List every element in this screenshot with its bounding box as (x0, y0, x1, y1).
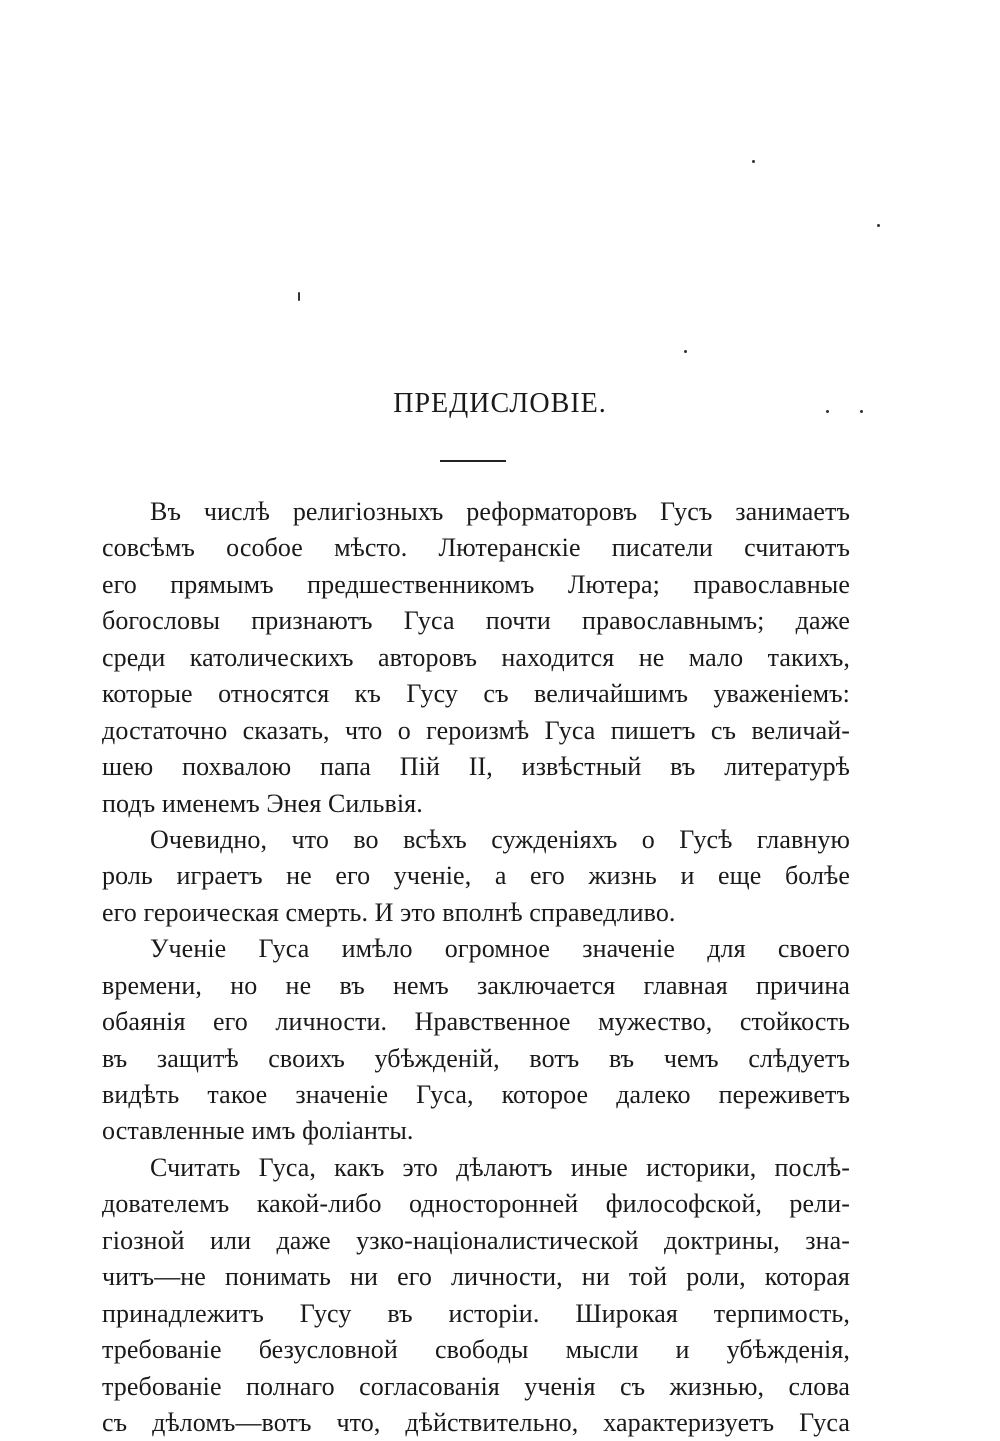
text-line: совсѣмъ особое мѣсто. Лютеранскіе писатели считаютъ (102, 533, 850, 563)
print-speck (298, 292, 300, 301)
print-speck (684, 350, 687, 353)
text-line: Считать Гуса, какъ это дѣлаютъ иные историки, послѣ- (150, 1152, 850, 1182)
text-line: его героическая смерть. И это вполнѣ справедливо. (102, 897, 676, 927)
body-text (102, 494, 850, 1441)
text-line: времени, но не въ немъ заключается главная причина (102, 970, 850, 1000)
text-line: требованіе полнаго согласованія ученія съ жизнью, слова (102, 1371, 850, 1401)
print-speck (877, 224, 880, 227)
text-line: роль играетъ не его ученіе, а его жизнь и еще болѣе (102, 861, 850, 891)
text-line: шею похвалою папа Пій II, извѣстный въ литературѣ (102, 752, 850, 782)
text-line: Ученіе Гуса имѣло огромное значеніе для своего (150, 934, 850, 964)
page-title: ПРЕДИСЛОВІЕ. (393, 388, 607, 419)
text-line: подъ именемъ Энея Сильвія. (102, 788, 423, 818)
text-line: дователемъ какой-либо односторонней философской, рели- (102, 1189, 850, 1219)
text-line: съ дѣломъ—вотъ что, дѣйствительно, характеризуетъ Гуса (102, 1407, 850, 1437)
text-line: читъ—не понимать ни его личности, ни той роли, которая (102, 1262, 850, 1292)
text-line: среди католическихъ авторовъ находится не мало такихъ, (102, 642, 850, 672)
text-line: Очевидно, что во всѣхъ сужденіяхъ о Гусѣ главную (150, 824, 850, 854)
text-line: принадлежитъ Гусу въ исторіи. Широкая терпимость, (102, 1298, 850, 1328)
title-divider (440, 460, 506, 462)
text-line: гіозной или даже узко-націоналистической доктрины, зна- (102, 1225, 850, 1255)
text-line: богословы признаютъ Гуса почти православнымъ; даже (102, 606, 850, 636)
text-line: достаточно сказать, что о героизмѣ Гуса пишетъ съ величай- (102, 715, 850, 745)
print-speck (752, 160, 755, 163)
text-line: въ защитѣ своихъ убѣжденій, вотъ въ чемъ слѣдуетъ (102, 1043, 850, 1073)
text-line: Въ числѣ религіозныхъ реформаторовъ Гусъ занимаетъ (150, 497, 850, 526)
text-line: требованіе безусловной свободы мысли и убѣжденія, (102, 1335, 850, 1365)
text-line: которые относятся къ Гусу съ величайшимъ уваженіемъ: (102, 679, 850, 709)
text-line: видѣть такое значеніе Гуса, которое далеко переживетъ (102, 1080, 850, 1109)
text-line: его прямымъ предшественникомъ Лютера; православные (102, 569, 850, 599)
text-line: обаянія его личности. Нравственное мужество, стойкость (102, 1007, 850, 1037)
text-line: оставленные имъ фоліанты. (102, 1116, 414, 1146)
